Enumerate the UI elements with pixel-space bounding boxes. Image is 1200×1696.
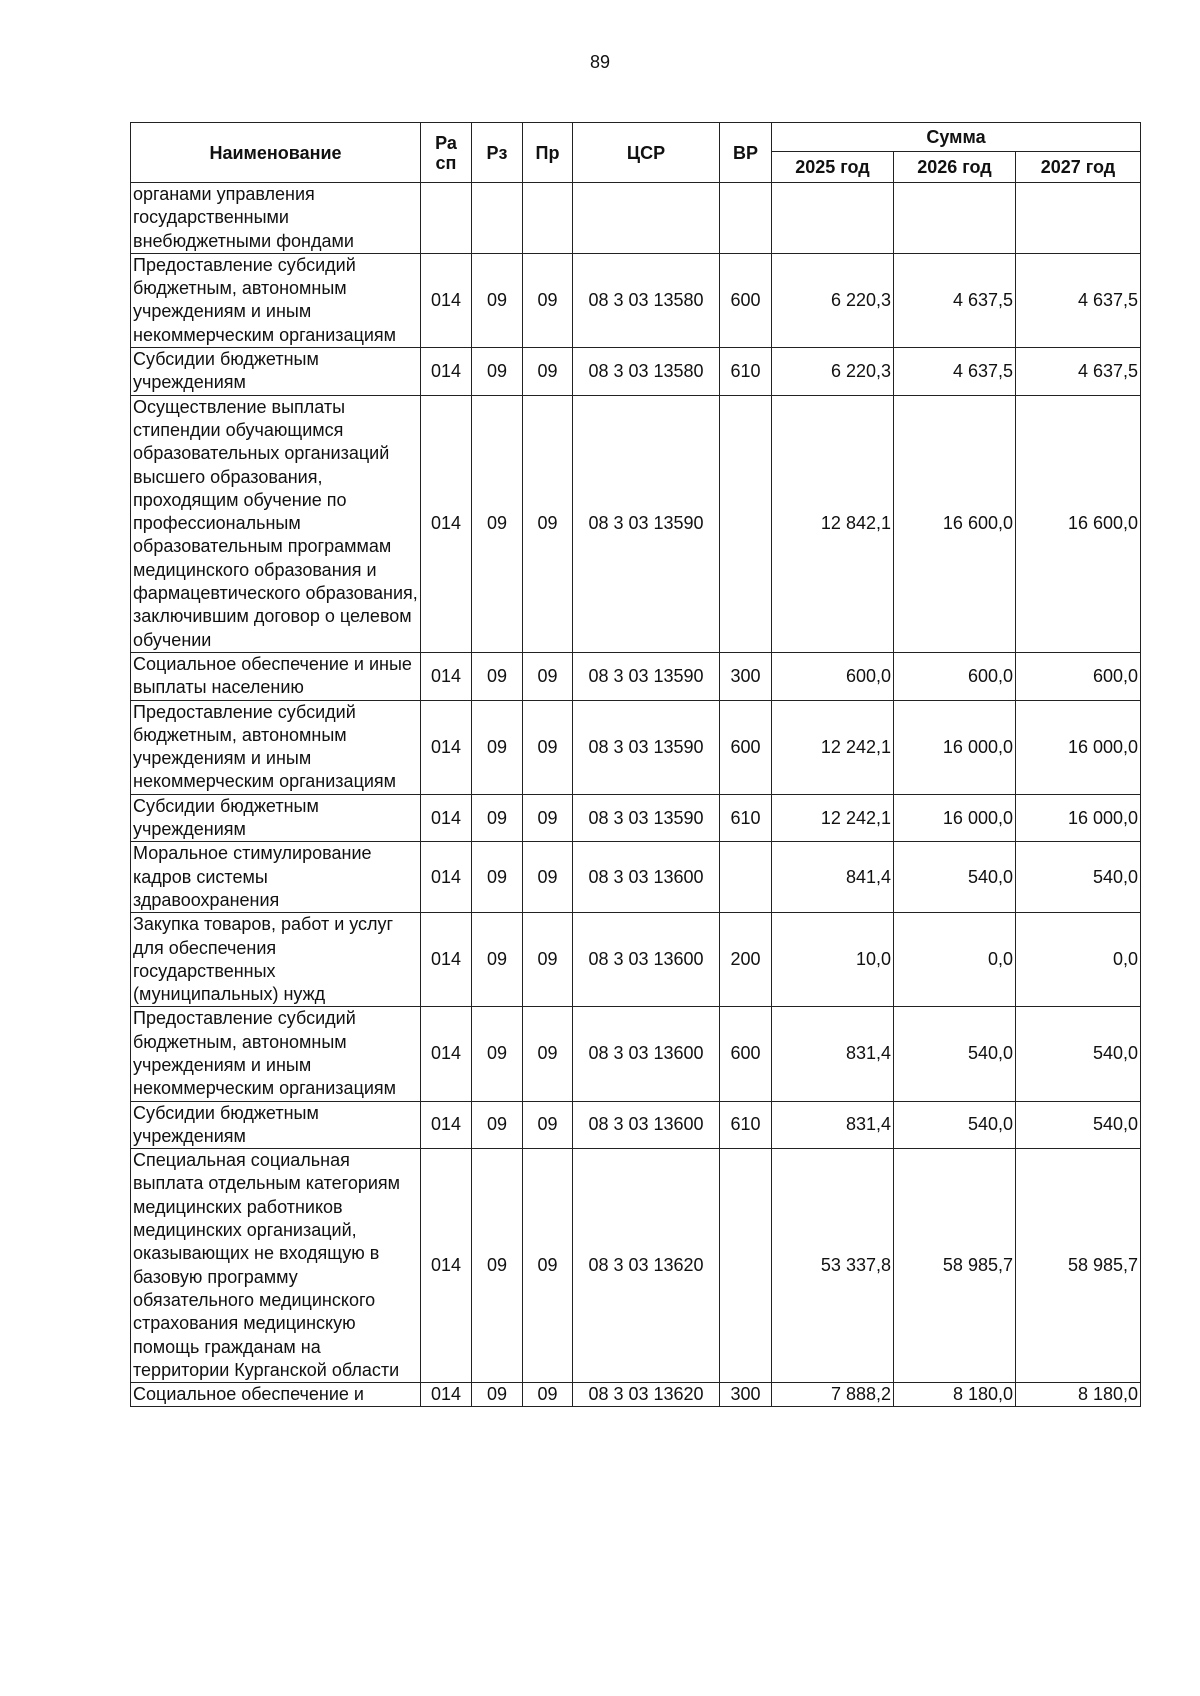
cell-vr: 600 [720, 700, 772, 794]
cell-csr: 08 3 03 13600 [573, 842, 720, 913]
header-csr: ЦСР [573, 123, 720, 183]
cell-pr: 09 [523, 1383, 573, 1407]
cell-2026: 8 180,0 [894, 1383, 1016, 1407]
cell-2025: 12 242,1 [772, 794, 894, 842]
cell-2027: 4 637,5 [1016, 253, 1141, 347]
cell-2025: 12 242,1 [772, 700, 894, 794]
cell-rz [472, 183, 523, 254]
cell-2025: 841,4 [772, 842, 894, 913]
cell-rasp: 014 [421, 1149, 472, 1383]
cell-2025: 6 220,3 [772, 348, 894, 396]
cell-vr [720, 183, 772, 254]
cell-vr: 600 [720, 253, 772, 347]
header-name: Наименование [131, 123, 421, 183]
cell-rz: 09 [472, 1383, 523, 1407]
table-row [131, 842, 1141, 913]
table-row [131, 913, 1141, 1007]
cell-2026: 16 000,0 [894, 700, 1016, 794]
cell-2025: 53 337,8 [772, 1149, 894, 1383]
cell-csr: 08 3 03 13590 [573, 700, 720, 794]
cell-2027: 58 985,7 [1016, 1149, 1141, 1383]
cell-2025: 7 888,2 [772, 1383, 894, 1407]
cell-rasp: 014 [421, 1101, 472, 1149]
table-row [131, 1007, 1141, 1101]
table-row [131, 253, 1141, 347]
cell-vr: 610 [720, 348, 772, 396]
cell-2025: 12 842,1 [772, 395, 894, 652]
cell-pr: 09 [523, 700, 573, 794]
cell-name: Социальное обеспечение и иные выплаты населению [131, 652, 421, 700]
cell-rz: 09 [472, 913, 523, 1007]
cell-2027 [1016, 183, 1141, 254]
cell-name: Субсидии бюджетным учреждениям [131, 1101, 421, 1149]
cell-2026: 4 637,5 [894, 253, 1016, 347]
cell-rz: 09 [472, 842, 523, 913]
cell-rz: 09 [472, 395, 523, 652]
cell-2026: 16 000,0 [894, 794, 1016, 842]
cell-rz: 09 [472, 700, 523, 794]
cell-csr: 08 3 03 13590 [573, 395, 720, 652]
table-row [131, 348, 1141, 396]
cell-2027: 540,0 [1016, 842, 1141, 913]
cell-2025: 6 220,3 [772, 253, 894, 347]
cell-pr: 09 [523, 253, 573, 347]
table-row [131, 652, 1141, 700]
cell-rz: 09 [472, 1149, 523, 1383]
cell-name: Предоставление субсидий бюджетным, автономным учреждениям и иным некоммерческим организациям [131, 253, 421, 347]
cell-2027: 540,0 [1016, 1007, 1141, 1101]
cell-pr: 09 [523, 1101, 573, 1149]
cell-2025: 10,0 [772, 913, 894, 1007]
table-row [131, 794, 1141, 842]
cell-2025 [772, 183, 894, 254]
header-2027: 2027 год [1016, 152, 1141, 183]
cell-2026: 16 600,0 [894, 395, 1016, 652]
cell-csr: 08 3 03 13590 [573, 794, 720, 842]
cell-2027: 16 000,0 [1016, 700, 1141, 794]
cell-name: органами управления государственными внебюджетными фондами [131, 183, 421, 254]
cell-name: Специальная социальная выплата отдельным категориям медицинских работников медицинских организаций, оказывающих не входящую в базовую программу обязательного медицинского страхования медицинскую помощь гражданам на территории Курганской области [131, 1149, 421, 1383]
cell-2026: 540,0 [894, 1101, 1016, 1149]
cell-vr: 610 [720, 794, 772, 842]
cell-csr: 08 3 03 13600 [573, 913, 720, 1007]
table-row [131, 1101, 1141, 1149]
cell-vr: 200 [720, 913, 772, 1007]
page-number: 89 [589, 52, 611, 72]
cell-rz: 09 [472, 794, 523, 842]
cell-name: Моральное стимулирование кадров системы здравоохранения [131, 842, 421, 913]
cell-pr: 09 [523, 913, 573, 1007]
cell-2026: 540,0 [894, 842, 1016, 913]
cell-csr: 08 3 03 13600 [573, 1101, 720, 1149]
cell-pr: 09 [523, 1007, 573, 1101]
cell-rasp: 014 [421, 1007, 472, 1101]
header-2025: 2025 год [772, 152, 894, 183]
cell-2027: 16 600,0 [1016, 395, 1141, 652]
cell-vr: 600 [720, 1007, 772, 1101]
cell-2025: 831,4 [772, 1007, 894, 1101]
header-rasp: Ра сп [421, 123, 472, 183]
cell-csr: 08 3 03 13620 [573, 1149, 720, 1383]
cell-2027: 600,0 [1016, 652, 1141, 700]
cell-name: Предоставление субсидий бюджетным, автономным учреждениям и иным некоммерческим организациям [131, 1007, 421, 1101]
cell-pr: 09 [523, 842, 573, 913]
cell-csr: 08 3 03 13600 [573, 1007, 720, 1101]
cell-rasp: 014 [421, 913, 472, 1007]
cell-pr: 09 [523, 395, 573, 652]
cell-pr: 09 [523, 348, 573, 396]
table-row [131, 1149, 1141, 1383]
cell-2027: 540,0 [1016, 1101, 1141, 1149]
table-row [131, 1383, 1141, 1407]
cell-pr [523, 183, 573, 254]
cell-2026: 0,0 [894, 913, 1016, 1007]
header-2026: 2026 год [894, 152, 1016, 183]
table-row [131, 183, 1141, 254]
header-vr: ВР [720, 123, 772, 183]
header-sum: Сумма [772, 123, 1141, 152]
table-header [131, 123, 1141, 183]
header-rz: Рз [472, 123, 523, 183]
cell-vr: 610 [720, 1101, 772, 1149]
cell-2026: 540,0 [894, 1007, 1016, 1101]
cell-name: Закупка товаров, работ и услуг для обеспечения государственных (муниципальных) нужд [131, 913, 421, 1007]
cell-pr: 09 [523, 1149, 573, 1383]
cell-rz: 09 [472, 1007, 523, 1101]
cell-vr [720, 842, 772, 913]
cell-2027: 8 180,0 [1016, 1383, 1141, 1407]
cell-rz: 09 [472, 1101, 523, 1149]
cell-rz: 09 [472, 253, 523, 347]
cell-name: Осуществление выплаты стипендии обучающимся образовательных организаций высшего образования, проходящим обучение по профессиональным образовательным программам медицинского образования и фармацевтического образования, заключившим договор о целевом обучении [131, 395, 421, 652]
table-row [131, 700, 1141, 794]
cell-vr: 300 [720, 652, 772, 700]
cell-rasp: 014 [421, 842, 472, 913]
cell-csr [573, 183, 720, 254]
cell-2026 [894, 183, 1016, 254]
cell-rz: 09 [472, 652, 523, 700]
header-pr: Пр [523, 123, 573, 183]
cell-2026: 4 637,5 [894, 348, 1016, 396]
cell-2025: 831,4 [772, 1101, 894, 1149]
cell-rasp: 014 [421, 700, 472, 794]
cell-2026: 600,0 [894, 652, 1016, 700]
cell-2027: 16 000,0 [1016, 794, 1141, 842]
cell-pr: 09 [523, 794, 573, 842]
cell-vr [720, 395, 772, 652]
table-row [131, 395, 1141, 652]
cell-rasp: 014 [421, 395, 472, 652]
cell-rasp: 014 [421, 348, 472, 396]
cell-2027: 0,0 [1016, 913, 1141, 1007]
cell-rasp: 014 [421, 253, 472, 347]
cell-csr: 08 3 03 13580 [573, 348, 720, 396]
cell-pr: 09 [523, 652, 573, 700]
cell-csr: 08 3 03 13620 [573, 1383, 720, 1407]
cell-name: Субсидии бюджетным учреждениям [131, 794, 421, 842]
cell-rasp [421, 183, 472, 254]
cell-2025: 600,0 [772, 652, 894, 700]
cell-csr: 08 3 03 13580 [573, 253, 720, 347]
cell-rasp: 014 [421, 1383, 472, 1407]
cell-name: Социальное обеспечение и [131, 1383, 421, 1407]
cell-name: Предоставление субсидий бюджетным, автономным учреждениям и иным некоммерческим организациям [131, 700, 421, 794]
cell-2027: 4 637,5 [1016, 348, 1141, 396]
table-body [131, 183, 1141, 1407]
cell-csr: 08 3 03 13590 [573, 652, 720, 700]
cell-2026: 58 985,7 [894, 1149, 1016, 1383]
cell-rasp: 014 [421, 794, 472, 842]
cell-name: Субсидии бюджетным учреждениям [131, 348, 421, 396]
cell-rasp: 014 [421, 652, 472, 700]
budget-table [130, 122, 1141, 1407]
cell-vr [720, 1149, 772, 1383]
cell-rz: 09 [472, 348, 523, 396]
cell-vr: 300 [720, 1383, 772, 1407]
